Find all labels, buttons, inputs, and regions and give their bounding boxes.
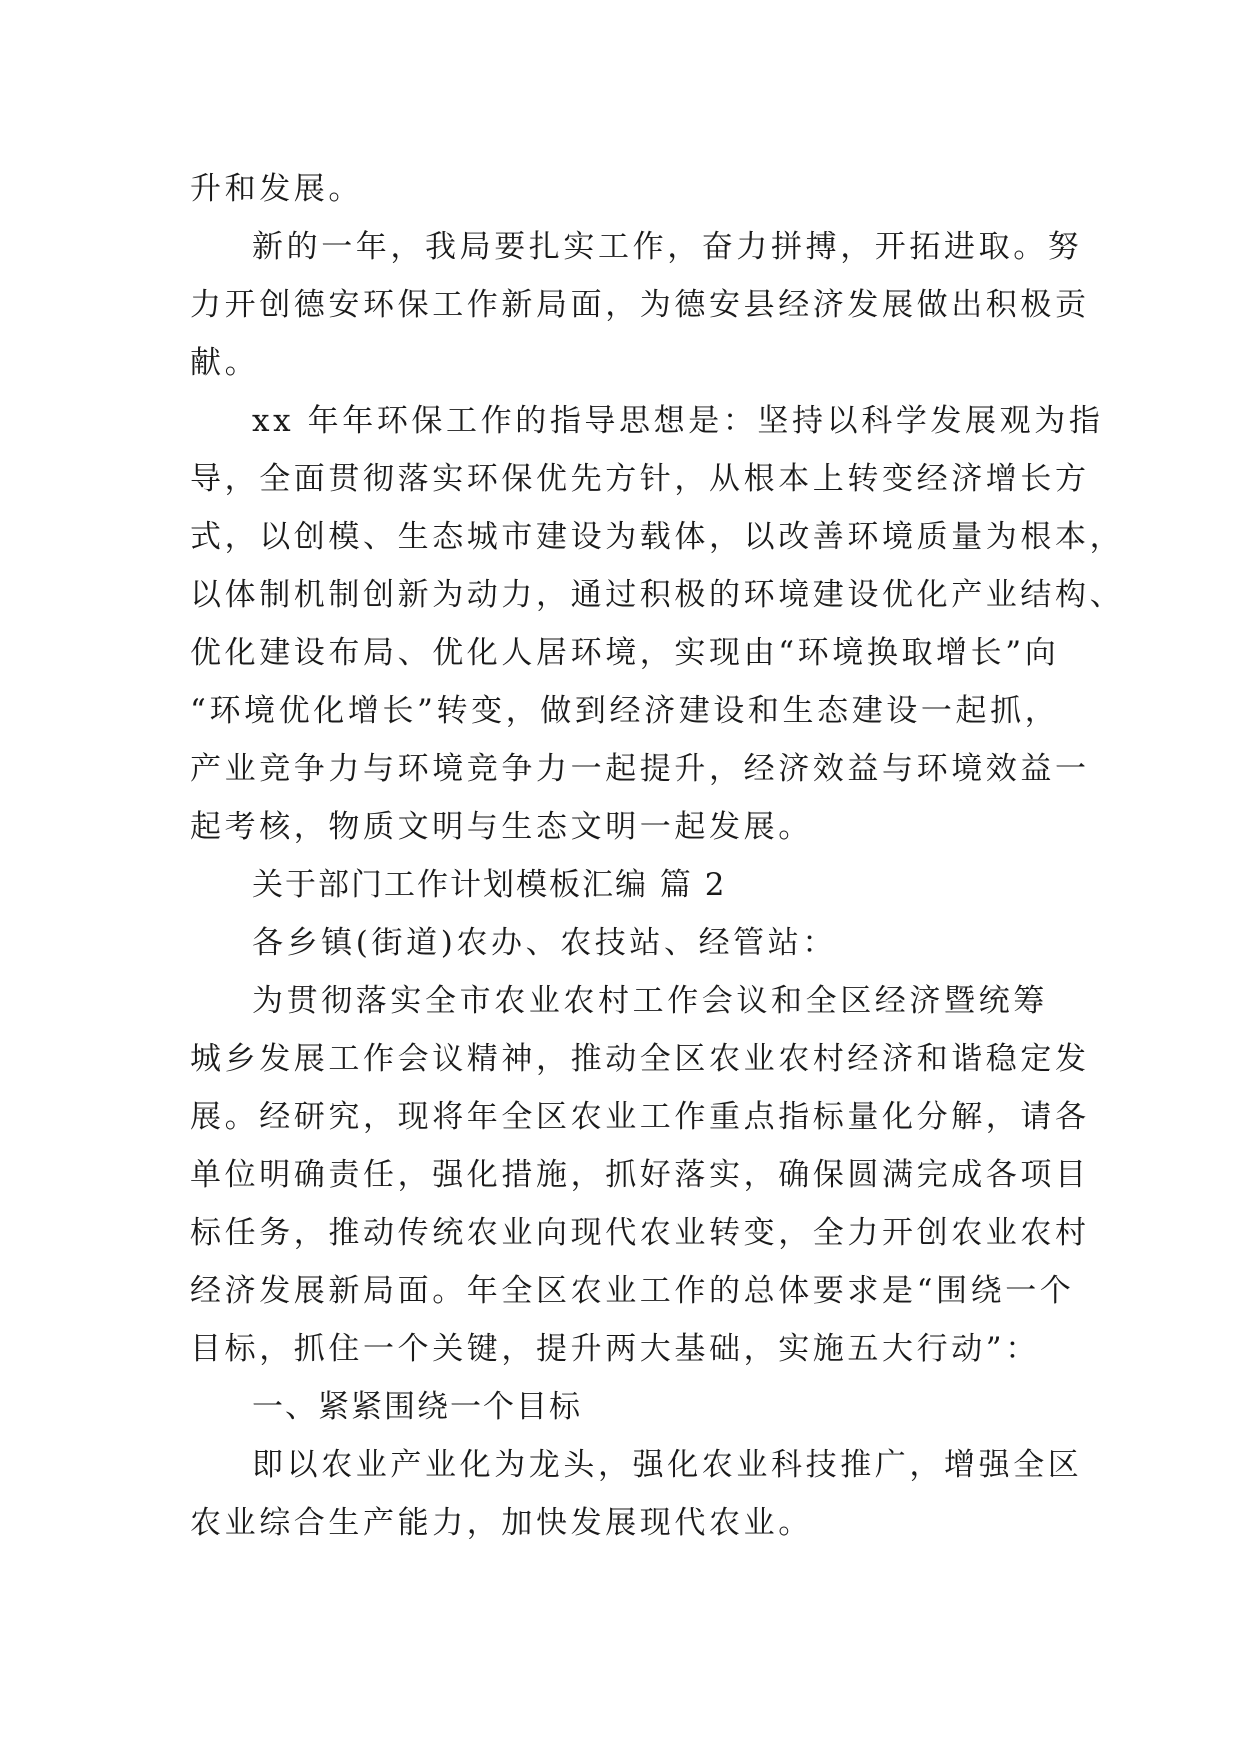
paragraph-line: xx 年年环保工作的指导思想是：坚持以科学发展观为指: [252, 403, 1104, 439]
document-body: [190, 160, 1125, 1552]
section-heading: 关于部门工作计划模板汇编 篇 2: [252, 867, 727, 903]
paragraph-line: 城乡发展工作会议精神，推动全区农业农村经济和谐稳定发: [190, 1041, 1090, 1077]
paragraph-line: 标任务，推动传统农业向现代农业转变，全力开创农业农村: [190, 1215, 1090, 1251]
paragraph-line: “环境优化增长”转变，做到经济建设和生态建设一起抓，: [190, 693, 1060, 729]
paragraph-line: 为贯彻落实全市农业农村工作会议和全区经济暨统筹: [252, 983, 1048, 1019]
paragraph-line: 优化建设布局、优化人居环境，实现由“环境换取增长”向: [190, 635, 1060, 671]
paragraph-line: 献。: [190, 345, 260, 381]
paragraph-line: 以体制机制创新为动力，通过积极的环境建设优化产业结构、: [190, 577, 1125, 613]
paragraph-line: 式，以创模、生态城市建设为载体，以改善环境质量为根本，: [190, 519, 1125, 555]
paragraph-line: 农业综合生产能力，加快发展现代农业。: [190, 1505, 813, 1541]
paragraph-line: 升和发展。: [190, 171, 363, 207]
paragraph-line: 起考核，物质文明与生态文明一起发展。: [190, 809, 813, 845]
subsection-heading: 一、紧紧围绕一个目标: [252, 1389, 582, 1425]
paragraph-line: 力开创德安环保工作新局面，为德安县经济发展做出积极贡: [190, 287, 1090, 323]
paragraph-line: 即以农业产业化为龙头，强化农业科技推广，增强全区: [252, 1447, 1083, 1483]
paragraph-line: 单位明确责任，强化措施，抓好落实，确保圆满完成各项目: [190, 1157, 1090, 1193]
paragraph-line: 新的一年，我局要扎实工作，奋力拼搏，开拓进取。努: [252, 229, 1083, 265]
paragraph-line: 导，全面贯彻落实环保优先方针，从根本上转变经济增长方: [190, 461, 1090, 497]
paragraph-line: 产业竞争力与环境竞争力一起提升，经济效益与环境效益一: [190, 751, 1090, 787]
paragraph-line: 经济发展新局面。年全区农业工作的总体要求是“围绕一个: [190, 1273, 1075, 1309]
paragraph-line: 目标，抓住一个关键，提升两大基础，实施五大行动”：: [190, 1331, 1040, 1367]
paragraph-line: 展。经研究，现将年全区农业工作重点指标量化分解，请各: [190, 1099, 1090, 1135]
salutation-line: 各乡镇(街道)农办、农技站、经管站：: [252, 925, 837, 961]
